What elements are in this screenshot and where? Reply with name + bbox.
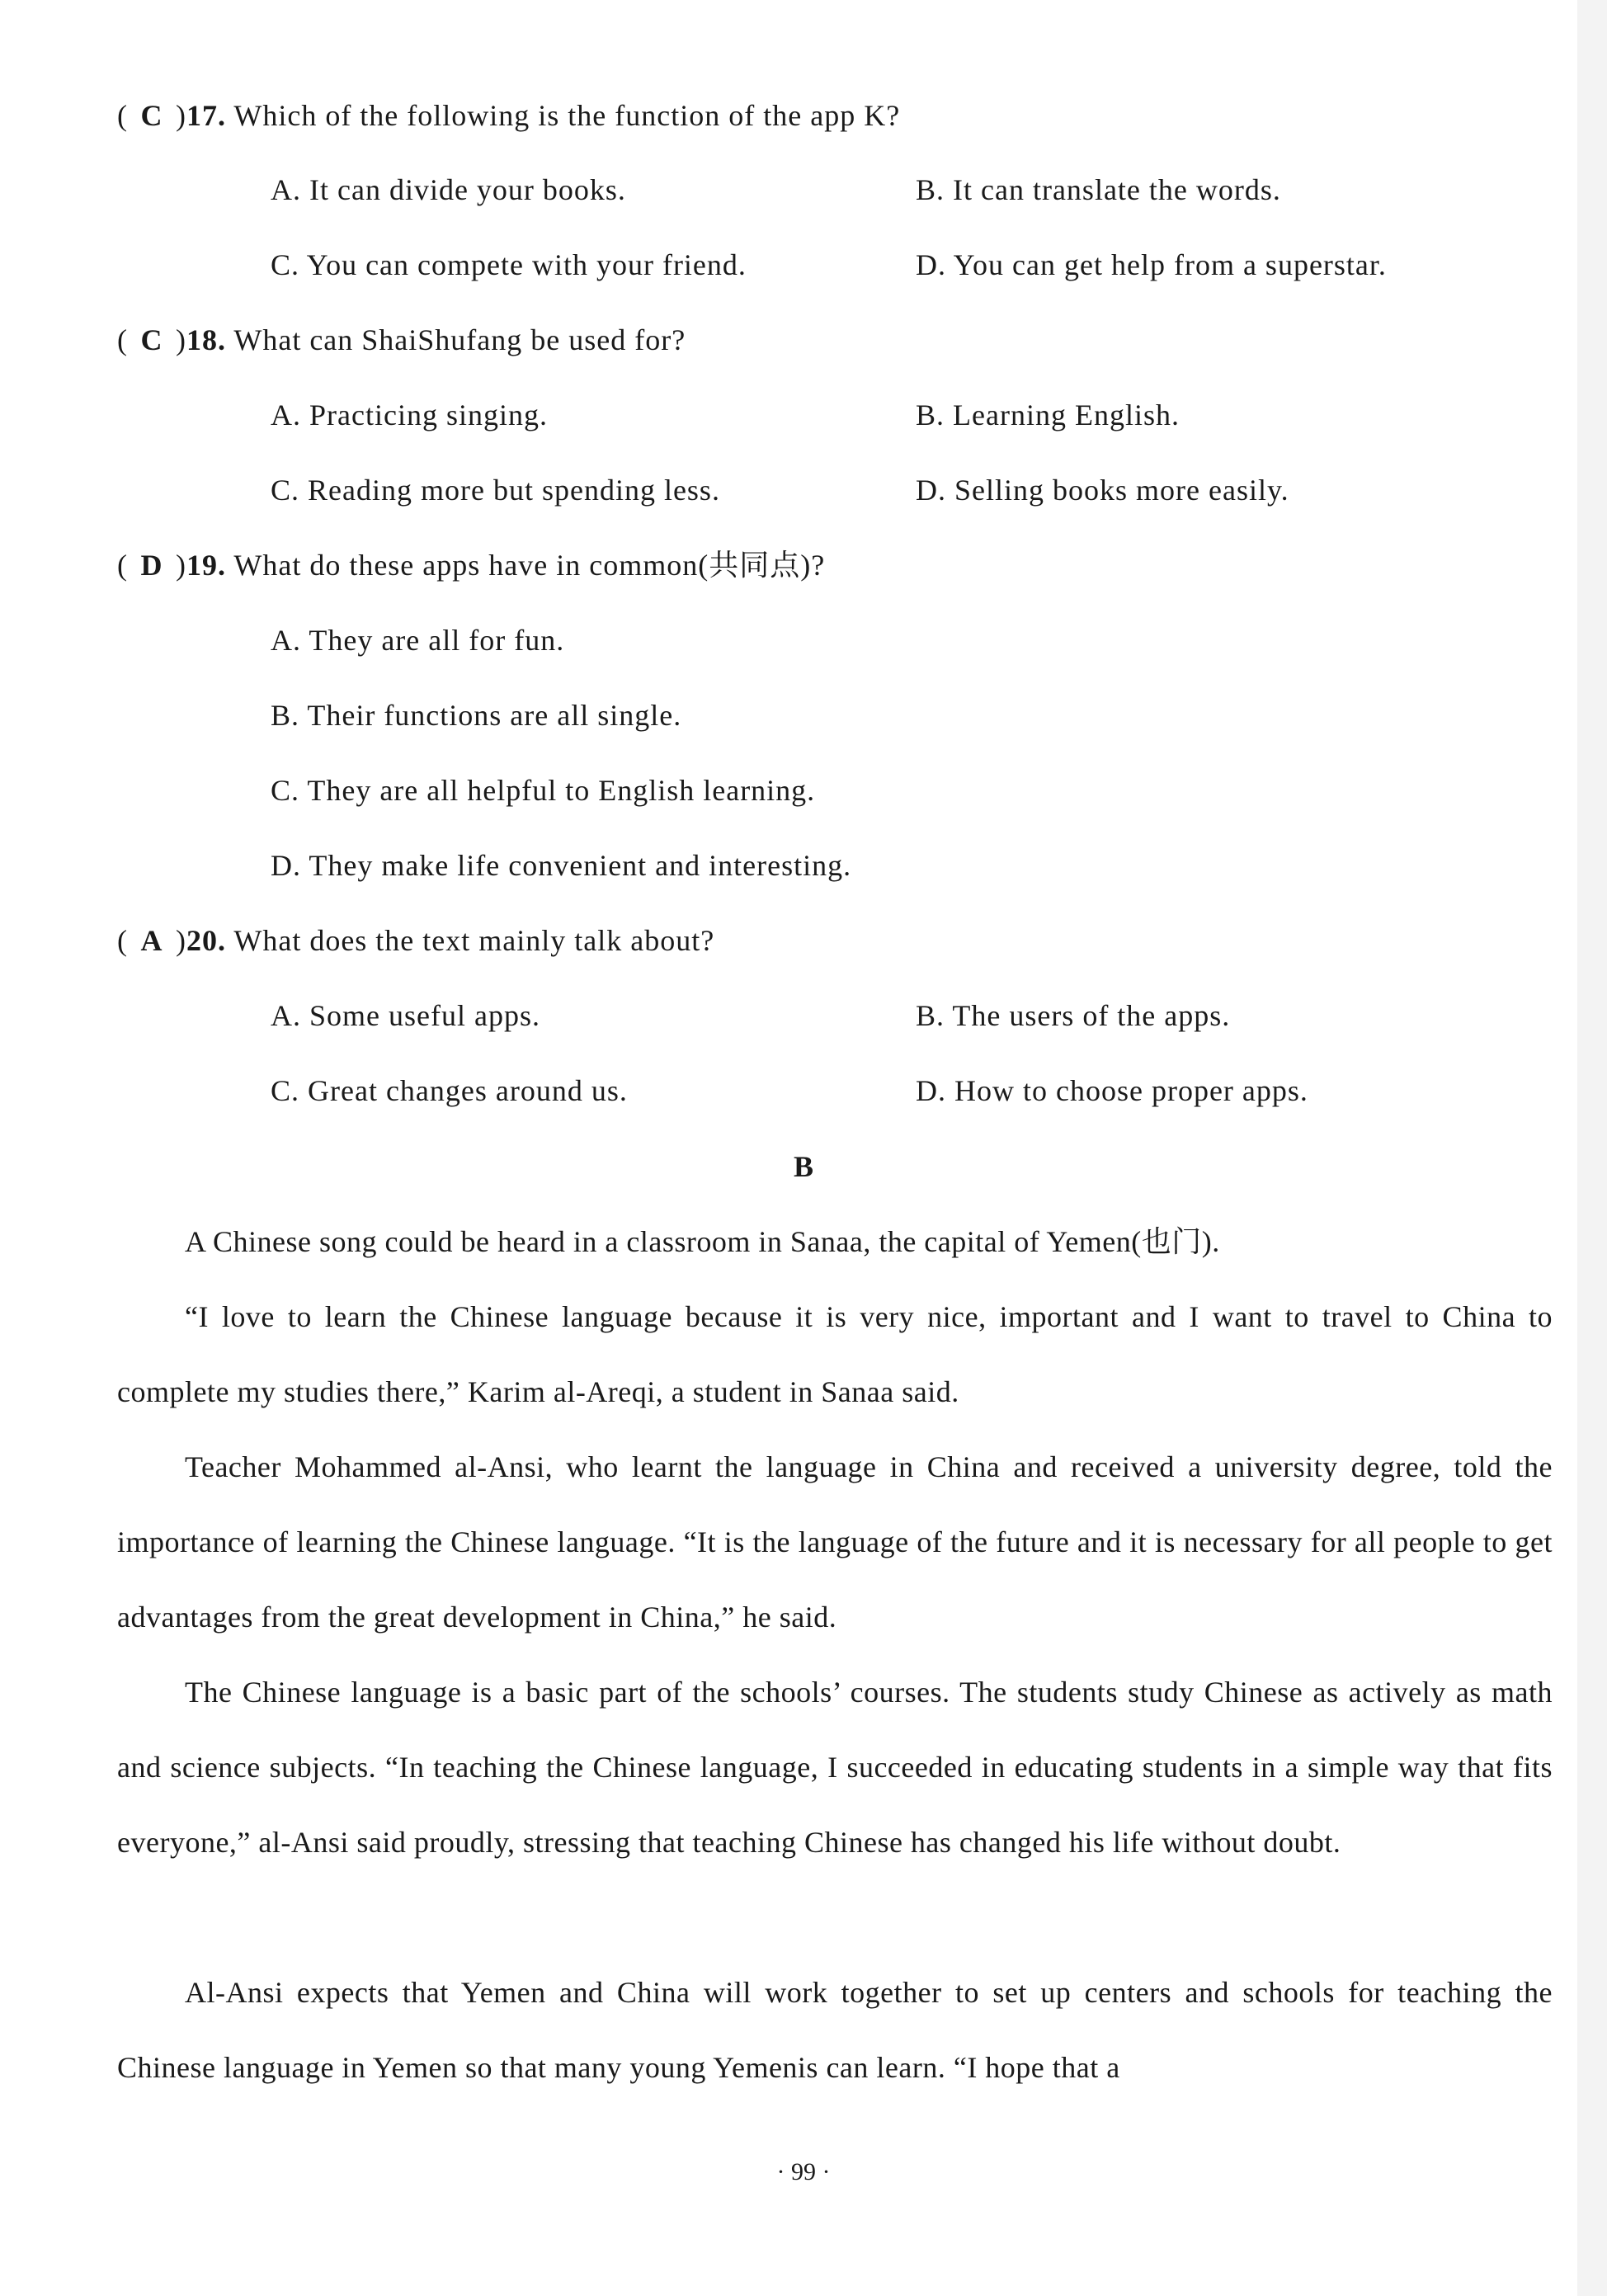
question-18-answer: C (140, 323, 163, 356)
question-19-option-c: C. They are all helpful to English learning. (271, 774, 816, 807)
question-17-option-b: B. It can translate the words. (916, 173, 1281, 206)
paragraph-1-text: A Chinese song could be heard in a classroom in Sanaa, the capital of Yemen(也门). (185, 1225, 1220, 1258)
paragraph-1 (117, 1205, 1553, 1280)
question-20-number: 20. (186, 924, 226, 957)
close-paren: ) (176, 99, 186, 132)
question-18-option-c: C. Reading more but spending less. (271, 474, 720, 507)
question-20-text: What does the text mainly talk about? (233, 924, 715, 957)
question-19 (117, 540, 825, 590)
question-19-option-a: A. They are all for fun. (271, 624, 565, 657)
question-17-number: 17. (186, 99, 226, 132)
paragraph-4-text: The Chinese language is a basic part of the schools’ courses. The students study Chinese as actively as math and science subjects. “In teaching the Chinese language, I succeeded in educating students in a simple way that fits everyone,” al-Ansi said proudly, stressing that teaching Chinese has changed his life without doubt. (117, 1676, 1553, 1859)
question-20 (117, 916, 714, 965)
question-18-option-d: D. Selling books more easily. (916, 474, 1289, 507)
question-20-answer: A (140, 924, 163, 957)
open-paren: ( (117, 549, 128, 582)
question-17-text: Which of the following is the function of the app K? (233, 99, 901, 132)
open-paren: ( (117, 924, 128, 957)
question-20-option-a: A. Some useful apps. (271, 999, 540, 1032)
paragraph-5-text: Al-Ansi expects that Yemen and China will work together to set up centers and schools for teaching the Chinese language in Yemen so that many young Yemenis can learn. “I hope that a (117, 1976, 1553, 2084)
question-18-option-a: A. Practicing singing. (271, 398, 548, 431)
question-19-option-b: B. Their functions are all single. (271, 699, 682, 732)
question-19-number: 19. (186, 549, 226, 582)
question-17-option-c: C. You can compete with your friend. (271, 248, 747, 281)
question-17-answer: C (140, 99, 163, 132)
paragraph-2 (117, 1280, 1553, 1430)
paragraph-3-text: Teacher Mohammed al-Ansi, who learnt the language in China and received a university degree, told the importance of learning the Chinese language. “It is the language of the future and it is necessary for all people to get advantages from the great development in China,” he said. (117, 1450, 1553, 1634)
question-18-text: What can ShaiShufang be used for? (233, 323, 686, 356)
question-17-option-a: A. It can divide your books. (271, 173, 626, 206)
question-18 (117, 315, 686, 365)
open-paren: ( (117, 323, 128, 356)
paragraph-3 (117, 1430, 1553, 1655)
paragraph-5 (117, 1955, 1553, 2105)
question-19-answer: D (140, 549, 163, 582)
question-18-number: 18. (186, 323, 226, 356)
close-paren: ) (176, 924, 186, 957)
question-19-text: What do these apps have in common(共同点)? (233, 549, 826, 582)
question-17-option-d: D. You can get help from a superstar. (916, 248, 1387, 281)
section-title: B (793, 1150, 813, 1183)
question-20-option-d: D. How to choose proper apps. (916, 1074, 1308, 1107)
question-19-option-d: D. They make life convenient and interesting. (271, 849, 852, 882)
question-18-option-b: B. Learning English. (916, 398, 1180, 431)
question-20-option-c: C. Great changes around us. (271, 1074, 628, 1107)
question-20-option-b: B. The users of the apps. (916, 999, 1231, 1032)
open-paren: ( (117, 99, 128, 132)
question-17 (117, 91, 900, 140)
close-paren: ) (176, 323, 186, 356)
paragraph-4 (117, 1655, 1553, 1880)
page-number: · 99 · (776, 2158, 831, 2185)
close-paren: ) (176, 549, 186, 582)
paragraph-2-text: “I love to learn the Chinese language because it is very nice, important and I want to travel to China to complete my studies there,” Karim al-Areqi, a student in Sanaa said. (117, 1300, 1553, 1408)
